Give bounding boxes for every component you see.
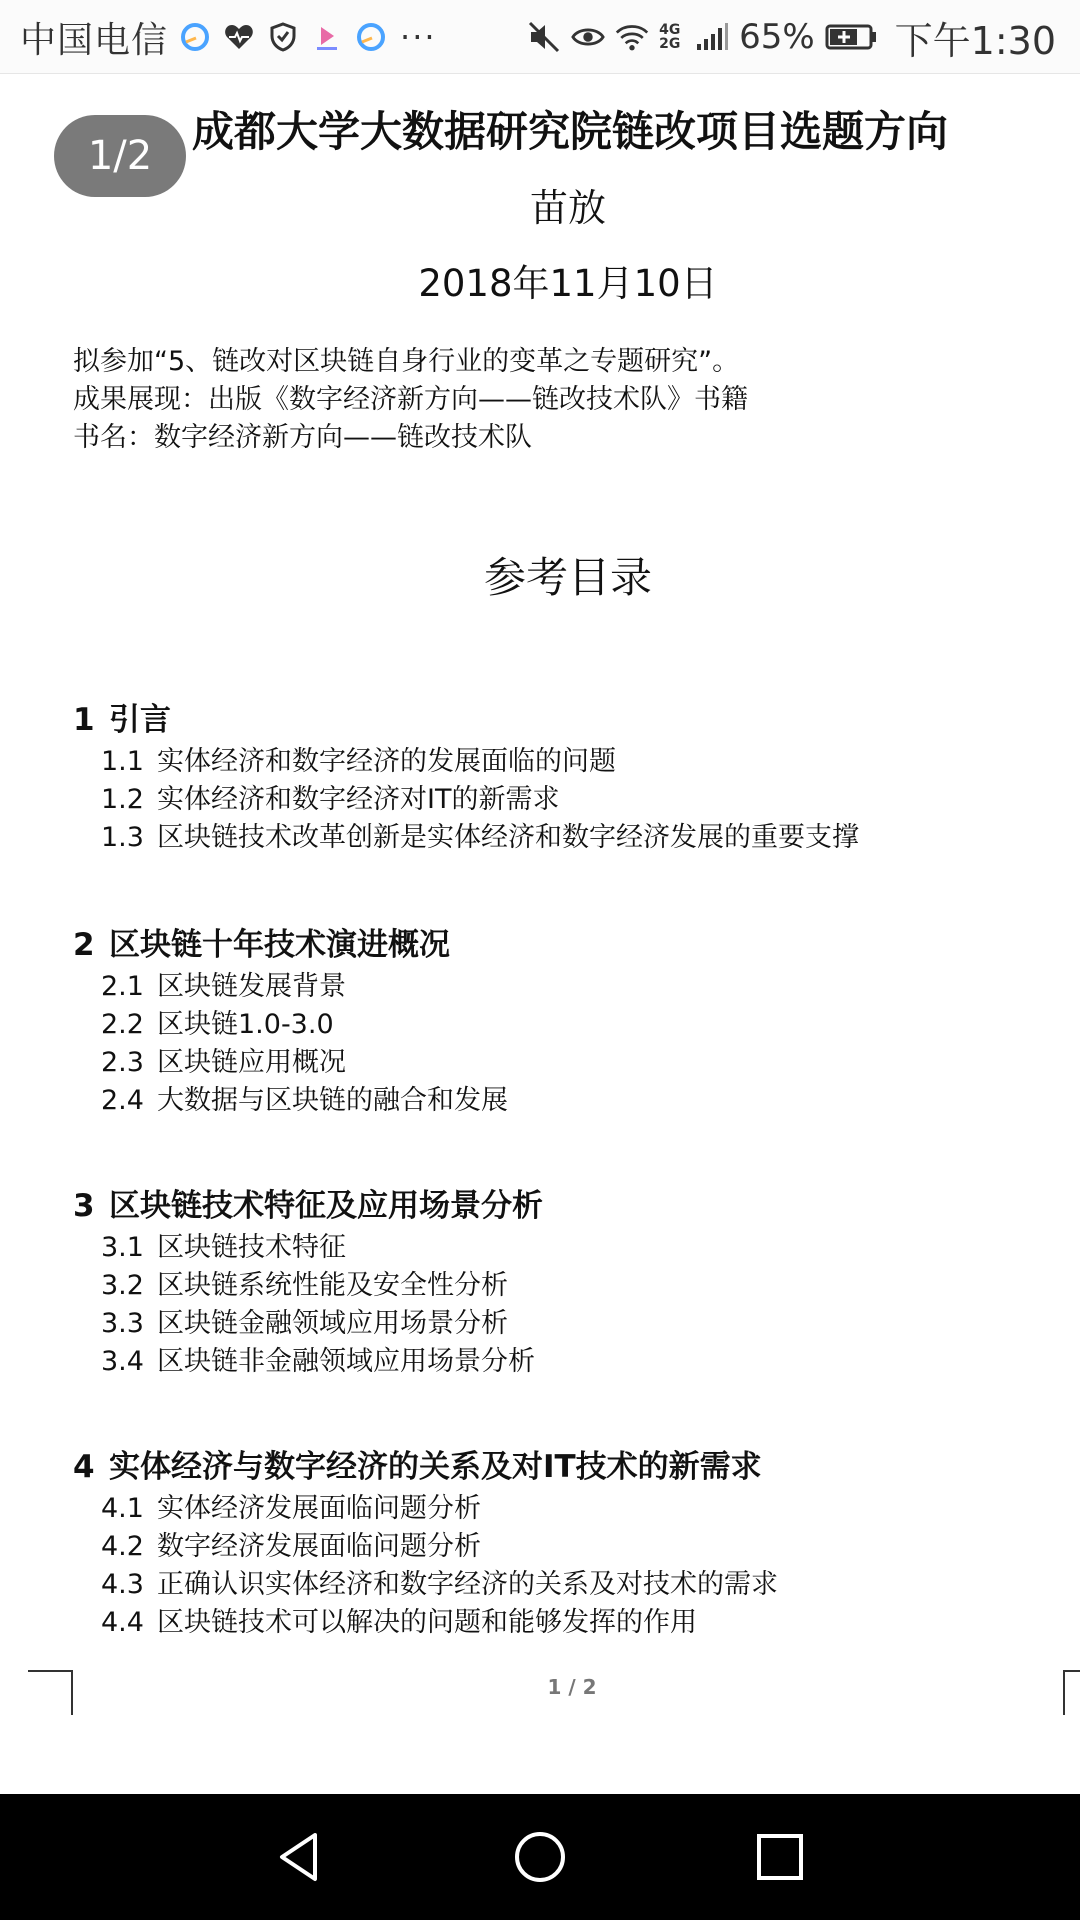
section-item	[101, 1604, 778, 1642]
chapter-title	[73, 697, 859, 743]
section-number: 3.2	[101, 1270, 144, 1301]
section-item	[101, 1490, 778, 1528]
section-title: 实体经济和数字经济的发展面临的问题	[157, 746, 616, 777]
crop-mark-right	[1063, 1670, 1080, 1715]
document-date: 2018年11月10日	[418, 262, 718, 305]
section-item	[101, 819, 859, 857]
home-icon[interactable]	[505, 1822, 575, 1892]
browser-app-icon	[178, 20, 212, 54]
page-footer-number: 1 / 2	[547, 1675, 597, 1699]
chapter-title	[73, 1444, 778, 1490]
document-author: 苗放	[529, 186, 606, 230]
chapter-title-text: 实体经济与数字经济的关系及对IT技术的新需求	[109, 1449, 762, 1485]
section-number: 2.2	[101, 1009, 144, 1040]
wifi-icon	[615, 20, 649, 54]
eye-icon	[571, 20, 605, 54]
toc-heading: 参考目录	[483, 553, 652, 602]
section-title: 区块链发展背景	[157, 971, 346, 1002]
section-item	[101, 1528, 778, 1566]
section-number: 3.1	[101, 1232, 144, 1263]
section-number: 2.4	[101, 1085, 144, 1116]
section-item	[101, 1566, 778, 1604]
section-title: 区块链应用概况	[157, 1047, 346, 1078]
section-item	[101, 1267, 543, 1305]
document-title: 成都大学大数据研究院链改项目选题方向	[191, 107, 948, 156]
section-title: 区块链系统性能及安全性分析	[157, 1270, 508, 1301]
chapter-title-text: 区块链技术特征及应用场景分析	[109, 1188, 543, 1224]
chapter-number: 3	[73, 1188, 95, 1224]
status-bar	[0, 0, 1080, 74]
section-number: 1.2	[101, 784, 144, 815]
chapter-title-text: 引言	[109, 702, 171, 738]
section-title: 区块链金融领域应用场景分析	[157, 1308, 508, 1339]
chapter-number: 4	[73, 1449, 95, 1485]
back-icon[interactable]	[265, 1822, 335, 1892]
battery-charging-icon	[825, 20, 877, 54]
battery-percent: 65%	[739, 17, 815, 57]
mute-icon	[527, 20, 561, 54]
chapter-title-text: 区块链十年技术演进概况	[109, 927, 450, 963]
section-title: 大数据与区块链的融合和发展	[157, 1085, 508, 1116]
section-title: 区块链非金融领域应用场景分析	[157, 1346, 535, 1377]
signal-icon	[695, 20, 729, 54]
intro-paragraph	[73, 343, 748, 457]
status-bar-right	[527, 12, 1056, 62]
intro-line: 拟参加“5、链改对区块链自身行业的变革之专题研究”。	[73, 346, 740, 377]
document-page[interactable]	[0, 75, 1080, 1793]
section-item	[101, 1082, 508, 1120]
status-bar-left	[20, 12, 437, 62]
section-number: 4.4	[101, 1607, 144, 1638]
section-title: 区块链技术特征	[157, 1232, 346, 1263]
section-item	[101, 1343, 543, 1381]
section-item	[101, 1006, 508, 1044]
section-item	[101, 1305, 543, 1343]
section-item	[101, 1229, 543, 1267]
chapter-number: 1	[73, 702, 95, 738]
toc-chapter	[73, 922, 508, 1120]
section-item	[101, 781, 859, 819]
toc-chapter	[73, 1183, 543, 1381]
recents-icon[interactable]	[745, 1822, 815, 1892]
carrier-name: 中国电信	[20, 19, 169, 61]
intro-line: 成果展现：出版《数字经济新方向——链改技术队》书籍	[73, 384, 748, 415]
section-item	[101, 1044, 508, 1082]
navigation-bar	[0, 1794, 1080, 1920]
section-title: 正确认识实体经济和数字经济的关系及对技术的需求	[157, 1569, 778, 1600]
network-type: 4G 2G	[659, 22, 681, 52]
section-number: 4.2	[101, 1531, 144, 1562]
toc-chapter	[73, 1444, 778, 1642]
section-item	[101, 743, 859, 781]
section-number: 1.3	[101, 822, 144, 853]
shield-icon	[266, 20, 300, 54]
section-number: 1.1	[101, 746, 144, 777]
browser-app-icon	[354, 20, 388, 54]
intro-line: 书名：数字经济新方向——链改技术队	[73, 422, 532, 453]
clock: 下午1:30	[894, 18, 1056, 63]
health-icon	[222, 20, 256, 54]
section-number: 2.3	[101, 1047, 144, 1078]
section-number: 3.4	[101, 1346, 144, 1377]
section-title: 区块链技术改革创新是实体经济和数字经济发展的重要支撑	[157, 822, 859, 853]
section-number: 4.3	[101, 1569, 144, 1600]
chapter-number: 2	[73, 927, 95, 963]
section-title: 区块链1.0-3.0	[157, 1009, 334, 1040]
section-title: 实体经济和数字经济对IT的新需求	[157, 784, 560, 815]
chapter-title	[73, 1183, 543, 1229]
more-notifications-indicator: ···	[400, 18, 437, 56]
section-number: 3.3	[101, 1308, 144, 1339]
section-title: 数字经济发展面临问题分析	[157, 1531, 481, 1562]
toc-chapter	[73, 697, 859, 857]
section-title: 区块链技术可以解决的问题和能够发挥的作用	[157, 1607, 697, 1638]
section-number: 4.1	[101, 1493, 144, 1524]
chapter-title	[73, 922, 508, 968]
video-app-icon	[310, 20, 344, 54]
section-number: 2.1	[101, 971, 144, 1002]
section-title: 实体经济发展面临问题分析	[157, 1493, 481, 1524]
section-item	[101, 968, 508, 1006]
page-indicator-badge: 1/2	[54, 115, 186, 197]
